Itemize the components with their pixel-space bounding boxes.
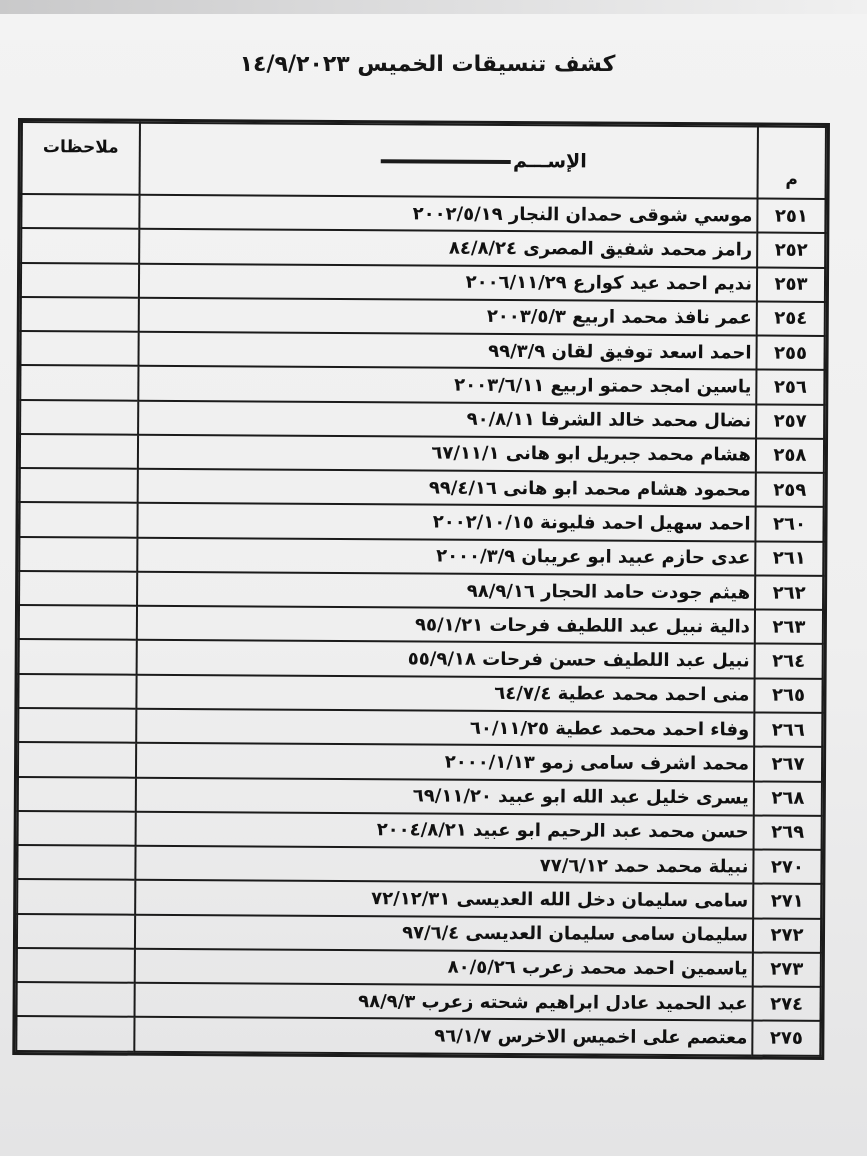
row-number: ٢٥٦ [756, 370, 824, 405]
row-notes [21, 228, 139, 263]
row-notes [19, 502, 137, 537]
table-row [18, 811, 822, 850]
table-row [17, 879, 821, 918]
scanner-edge [0, 0, 867, 14]
table-row [16, 1016, 820, 1056]
table-row [18, 777, 822, 816]
table-row [21, 263, 825, 302]
document-title: كشف تنسيقات الخميس ١٤/٩/٢٠٢٣ [239, 52, 616, 77]
row-notes [20, 400, 138, 435]
row-name: دالية نبيل عبد اللطيف فرحات ٩٥/١/٢١ [137, 606, 755, 644]
row-number: ٢٥٤ [757, 301, 825, 336]
table-row [19, 502, 823, 541]
row-number: ٢٦٣ [755, 610, 823, 645]
table-row [18, 708, 822, 747]
row-notes [17, 879, 135, 914]
row-name: احمد سهيل احمد فليونة ٢٠٠٢/١٠/١٥ [137, 503, 755, 541]
row-name: منى احمد محمد عطية ٦٤/٧/٤ [136, 674, 754, 712]
header-name [140, 123, 758, 199]
row-name: عمر نافذ محمد اربيع ٢٠٠٣/٥/٣ [139, 298, 757, 336]
table-row [20, 365, 824, 404]
row-notes [21, 263, 139, 298]
header-underline-stroke [381, 159, 511, 164]
row-name: احمد اسعد توفيق لقان ٩٩/٣/٩ [138, 332, 756, 370]
row-notes [19, 605, 137, 640]
table-row [17, 845, 821, 884]
row-name: عبد الحميد عادل ابراهيم شحته زعرب ٩٨/٩/٣ [135, 983, 753, 1021]
table-row [21, 194, 825, 233]
header-name-label: الإســـم [512, 150, 587, 173]
table-row [20, 468, 824, 507]
row-name: نضال محمد خالد الشرفا ٩٠/٨/١١ [138, 400, 756, 438]
table-row [21, 228, 825, 267]
row-number: ٢٦٠ [755, 507, 823, 542]
row-number: ٢٦٦ [754, 712, 822, 747]
table-header-row [22, 122, 826, 199]
row-notes [17, 948, 135, 983]
table-row [19, 571, 823, 610]
row-name: موسي شوقى حمدان النجار ٢٠٠٢/٥/١٩ [139, 195, 757, 233]
row-number: ٢٥٧ [756, 404, 824, 439]
table-row [19, 639, 823, 678]
row-notes [17, 845, 135, 880]
coordination-table-frame [12, 118, 830, 1060]
row-number: ٢٥٢ [757, 233, 825, 268]
table-row [17, 948, 821, 987]
row-number: ٢٥١ [757, 199, 825, 234]
row-name: ياسين امجد حمتو اربيع ٢٠٠٣/٦/١١ [138, 366, 756, 404]
row-notes [18, 777, 136, 812]
row-notes [21, 194, 139, 229]
row-notes [16, 1016, 134, 1051]
table-row [18, 742, 822, 781]
coordination-table [15, 121, 827, 1057]
row-name: ياسمين احمد محمد زعرب ٨٠/٥/٢٦ [135, 949, 753, 987]
row-name: هشام محمد جبريل ابو هانى ٦٧/١١/١ [138, 435, 756, 473]
row-notes [20, 468, 138, 503]
row-name: رامز محمد شفيق المصرى ٨٤/٨/٢٤ [139, 229, 757, 267]
row-name: نبيلة محمد حمد ٧٧/٦/١٢ [135, 846, 753, 884]
row-number: ٢٦٧ [754, 747, 822, 782]
row-number: ٢٦٨ [754, 781, 822, 816]
table-row [18, 674, 822, 713]
row-notes [19, 639, 137, 674]
row-number: ٢٥٩ [756, 473, 824, 508]
row-notes [21, 297, 139, 332]
row-number: ٢٦٥ [754, 678, 822, 713]
row-name: وفاء احمد محمد عطية ٦٠/١١/٢٥ [136, 709, 754, 747]
row-number: ٢٧١ [753, 884, 821, 919]
row-notes [20, 434, 138, 469]
row-notes [18, 811, 136, 846]
header-notes: ملاحظات [22, 122, 140, 195]
row-number: ٢٧٥ [752, 1021, 820, 1056]
table-row [19, 605, 823, 644]
row-number: ٢٥٣ [757, 267, 825, 302]
row-number: ٢٧٢ [753, 918, 821, 953]
row-notes [19, 571, 137, 606]
row-notes [17, 914, 135, 949]
row-name: معتصم على اخميس الاخرس ٩٦/١/٧ [134, 1017, 752, 1055]
row-number: ٢٦١ [755, 541, 823, 576]
table-row [20, 400, 824, 439]
row-name: يسرى خليل عبد الله ابو عبيد ٦٩/١١/٢٠ [136, 777, 754, 815]
row-number: ٢٧٣ [753, 952, 821, 987]
row-number: ٢٦٩ [754, 815, 822, 850]
row-number: ٢٧٠ [753, 850, 821, 885]
row-name: عدى حازم عبيد ابو عريبان ٢٠٠٠/٣/٩ [137, 537, 755, 575]
row-number: ٢٦٤ [755, 644, 823, 679]
table-row [17, 982, 821, 1021]
row-name: حسن محمد عبد الرحيم ابو عبيد ٢٠٠٤/٨/٢١ [136, 812, 754, 850]
row-name: محمود هشام محمد ابو هانى ٩٩/٤/١٦ [138, 469, 756, 507]
table-body [16, 194, 825, 1056]
row-notes [20, 365, 138, 400]
row-notes [18, 674, 136, 709]
row-notes [19, 537, 137, 572]
row-name: نبيل عبد اللطيف حسن فرحات ٥٥/٩/١٨ [137, 640, 755, 678]
table-row [17, 914, 821, 953]
row-name: نديم احمد عيد كوارع ٢٠٠٦/١١/٢٩ [139, 263, 757, 301]
row-notes [18, 742, 136, 777]
table-row [19, 537, 823, 576]
row-name: سليمان سامى سليمان العديسى ٩٧/٦/٤ [135, 914, 753, 952]
row-number: ٢٦٢ [755, 575, 823, 610]
table-row [20, 331, 824, 370]
row-number: ٢٧٤ [752, 987, 820, 1022]
row-name: هيثم جودت حامد الحجار ٩٨/٩/١٦ [137, 572, 755, 610]
row-number: ٢٥٨ [756, 438, 824, 473]
row-name: محمد اشرف سامى زمو ٢٠٠٠/١/١٣ [136, 743, 754, 781]
row-number: ٢٥٥ [756, 336, 824, 371]
table-row [20, 434, 824, 473]
row-name: سامى سليمان دخل الله العديسى ٧٢/١٢/٣١ [135, 880, 753, 918]
row-notes [20, 331, 138, 366]
header-number: م [758, 127, 826, 199]
table-row [21, 297, 825, 336]
row-notes [18, 708, 136, 743]
row-notes [17, 982, 135, 1017]
